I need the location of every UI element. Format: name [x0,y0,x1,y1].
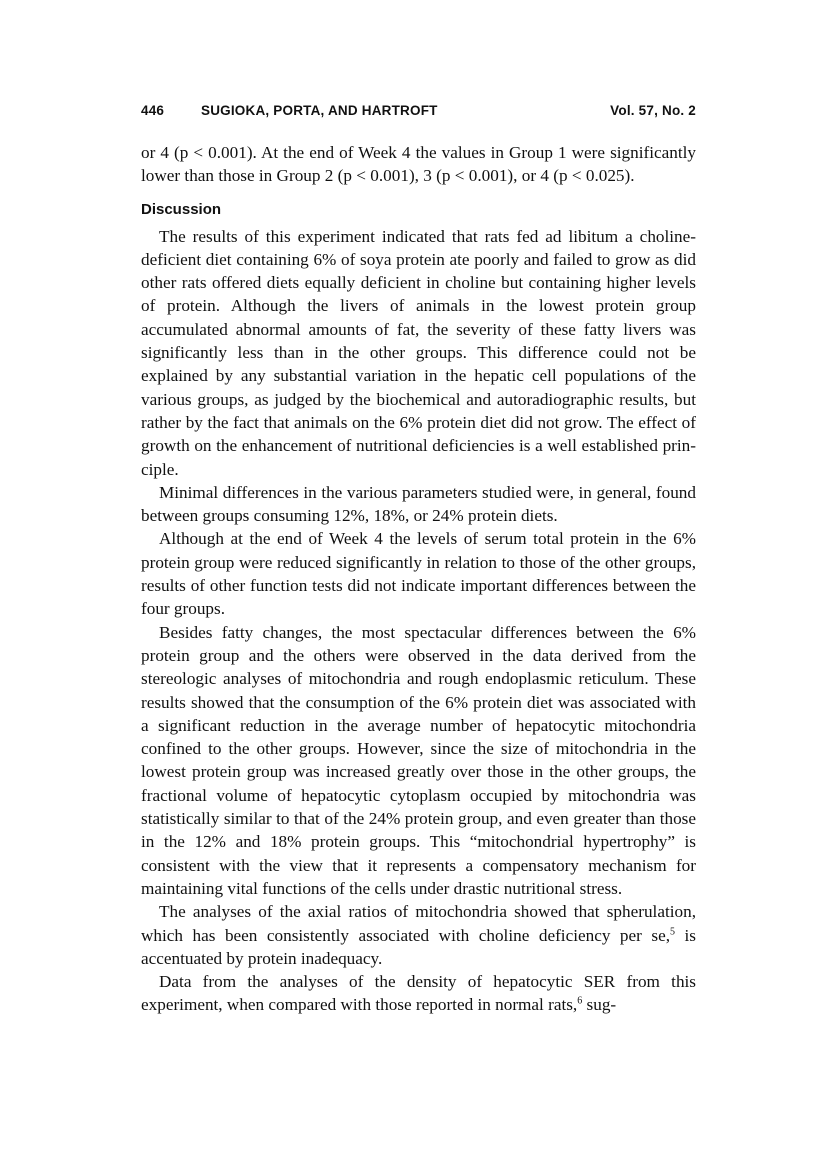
paragraph-text: The analyses of the axial ratios of mitochondria showed that spherulation, which has been consistently associated with choline deficiency per se, [141,902,696,945]
discussion-paragraph-5 [141,900,696,970]
section-heading-discussion: Discussion [141,200,222,218]
paragraph-text: is accentuated by protein inadequacy. [141,925,696,968]
discussion-paragraph-3: Although at the end of Week 4 the levels of serum total protein in the 6% protein group were reduced significantly in relation to those of the other groups, results of other function tests did not indicate important differences between the four groups. [141,529,696,619]
volume-issue: Vol. 57, No. 2 [610,103,696,118]
reference-superscript: 6 [577,995,583,1007]
article-body [141,141,696,1017]
running-title-authors: SUGIOKA, PORTA, AND HARTROFT [201,103,438,118]
discussion-paragraph-4: Besides fatty changes, the most spectacular differences between the 6% protein group and the others were observed in the data derived from the stereologic analyses of mitochondria and rough endoplasmic reticulum. These results showed that the consumption of the 6% protein diet was associated with a significant reduction in the average number of hepatocytic mitochondria confined to the other groups. However, since the size of mitochondria in the lowest protein group was increased greatly over those in the other groups, the fractional volume of hepatocytic cytoplasm occupied by mitochondria was statistically similar to that of the 24% protein group, and even greater than those in the 12% and 18% protein groups. This “mitochondrial hypertrophy” is consistent with the view that it represents a compensatory mechanism for maintaining vital functions of the cells under drastic nutritional stress. [141,622,696,898]
discussion-paragraph-6 [141,970,696,1017]
page-number: 446 [141,103,165,118]
discussion-paragraph-1: The results of this experiment indicated that rats fed ad libitum a choline-deficient diet containing 6% of soya protein ate poorly and failed to grow as did other rats offered diets equally deficient in choline but containing higher levels of protein. Although the livers of animals in the lowest protein group accumulated abnormal amounts of fat, the severity of these fatty livers was significantly less than in the other groups. This difference could not be explained by any substantial variation in the hepatic cell populations of the various groups, as judged by the biochemical and autoradiographic results, but rather by the fact that animals on the 6% protein diet did not grow. The effect of growth on the enhancement of nutritional deficiencies is a well established principle. [141,226,696,479]
discussion-paragraph-2: Minimal differences in the various parameters studied were, in general, found between groups consuming 12%, 18%, or 24% protein diets. [141,482,696,526]
reference-superscript: 5 [670,925,676,937]
running-header [141,103,696,123]
paragraph-text: Data from the analyses of the density of hepatocytic SER from this experiment, when compared with those reported in normal rats, [141,972,696,1015]
continued-paragraph: or 4 (p < 0.001). At the end of Week 4 the values in Group 1 were significantly lower than those in Group 2 (p < 0.001), 3 (p < 0.001), or 4 (p < 0.025). [141,143,696,186]
paragraph-text: sug- [582,995,617,1015]
